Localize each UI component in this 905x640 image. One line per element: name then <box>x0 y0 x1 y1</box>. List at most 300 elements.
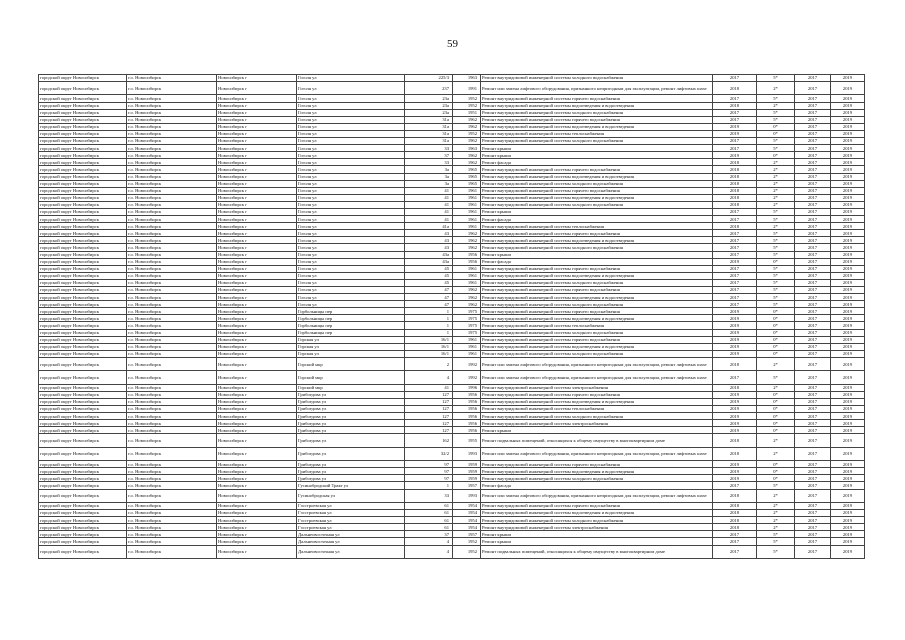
period-start-cell: 2017 <box>795 123 831 130</box>
year-built-cell: 1955 <box>453 434 481 447</box>
municipality-cell: городской округ Новосибирск <box>39 279 127 286</box>
settlement-cell: г.о. Новосибирск <box>127 194 217 201</box>
house-cell: 41 <box>405 201 453 208</box>
municipality-cell: городской округ Новосибирск <box>39 482 127 489</box>
year-built-cell: 1962 <box>453 244 481 251</box>
work-type-cell: Ремонт внутридомовой инженерной системы горячего водоснабжения <box>481 95 713 102</box>
rating-cell: 0* <box>757 315 795 322</box>
settlement-cell: г.о. Новосибирск <box>127 75 217 82</box>
year-built-cell: 1961 <box>453 187 481 194</box>
table-row <box>39 524 865 531</box>
house-cell: 4 <box>405 545 453 558</box>
house-cell: 37 <box>405 531 453 538</box>
rating-cell: 5* <box>757 279 795 286</box>
period-end-cell: 2019 <box>831 489 865 502</box>
work-type-cell: Ремонт крыши <box>481 145 713 152</box>
table-row <box>39 336 865 343</box>
house-cell: 23а <box>405 109 453 116</box>
street-cell: Гоголя ул <box>297 287 405 294</box>
municipality-cell: городской округ Новосибирск <box>39 391 127 398</box>
street-cell: Гоголя ул <box>297 265 405 272</box>
period-end-cell: 2019 <box>831 322 865 329</box>
period-start-cell: 2017 <box>795 434 831 447</box>
rating-cell: 5* <box>757 216 795 223</box>
house-cell: 45 <box>405 279 453 286</box>
street-cell: Гоголя ул <box>297 102 405 109</box>
street-cell: Гоголя ул <box>297 208 405 215</box>
municipality-cell: городской округ Новосибирск <box>39 301 127 308</box>
street-cell: Гоголя ул <box>297 130 405 137</box>
settlement-cell: г.о. Новосибирск <box>127 343 217 350</box>
city-cell: Новосибирск г <box>217 357 297 370</box>
period-end-cell: 2019 <box>831 201 865 208</box>
city-cell: Новосибирск г <box>217 82 297 95</box>
table-row <box>39 75 865 82</box>
settlement-cell: г.о. Новосибирск <box>127 301 217 308</box>
work-type-cell: Ремонт фасада <box>481 216 713 223</box>
work-type-cell: Ремонт внутридомовой инженерной системы водоотведения и водоотведения <box>481 510 713 517</box>
city-cell: Новосибирск г <box>217 223 297 230</box>
period-end-cell: 2019 <box>831 406 865 413</box>
settlement-cell: г.о. Новосибирск <box>127 510 217 517</box>
work-type-cell: Ремонт внутридомовой инженерной системы теплоснабжения <box>481 406 713 413</box>
rating-cell: 0* <box>757 130 795 137</box>
settlement-cell: г.о. Новосибирск <box>127 461 217 468</box>
settlement-cell: г.о. Новосибирск <box>127 517 217 524</box>
period-start-cell: 2017 <box>795 343 831 350</box>
street-cell: Гоголя ул <box>297 159 405 166</box>
table-row <box>39 130 865 137</box>
table-row <box>39 531 865 538</box>
settlement-cell: г.о. Новосибирск <box>127 447 217 460</box>
street-cell: Горбольницы пер <box>297 329 405 336</box>
city-cell: Новосибирск г <box>217 230 297 237</box>
period-end-cell: 2019 <box>831 502 865 509</box>
table-row <box>39 194 865 201</box>
table-row <box>39 357 865 370</box>
street-cell: Гоголя ул <box>297 166 405 173</box>
house-cell: 225/3 <box>405 75 453 82</box>
table-row <box>39 420 865 427</box>
table-row <box>39 272 865 279</box>
city-cell: Новосибирск г <box>217 517 297 524</box>
house-cell: 43 <box>405 244 453 251</box>
year-built-cell: 1961 <box>453 350 481 357</box>
year-built-cell: 1956 <box>453 398 481 405</box>
municipality-cell: городской округ Новосибирск <box>39 123 127 130</box>
period-end-cell: 2019 <box>831 475 865 482</box>
rating-cell: 0* <box>757 420 795 427</box>
year-built-cell: 1952 <box>453 538 481 545</box>
municipality-cell: городской округ Новосибирск <box>39 371 127 384</box>
period-start-cell: 2017 <box>795 301 831 308</box>
work-type-cell: Ремонт внутридомовой инженерной системы водоотведения и водоотведения <box>481 237 713 244</box>
year-built-cell: 1962 <box>453 287 481 294</box>
year-built-cell: 1952 <box>453 102 481 109</box>
table-row <box>39 538 865 545</box>
settlement-cell: г.о. Новосибирск <box>127 413 217 420</box>
street-cell: Гоголя ул <box>297 138 405 145</box>
street-cell: Гоголя ул <box>297 201 405 208</box>
work-type-cell: Ремонт внутридомовой инженерной системы холодного водоснабжения <box>481 138 713 145</box>
year-built-cell: 1962 <box>453 152 481 159</box>
year-built-cell: 1962 <box>453 138 481 145</box>
plan-year-cell: 2019 <box>713 475 757 482</box>
period-end-cell: 2019 <box>831 343 865 350</box>
city-cell: Новосибирск г <box>217 413 297 420</box>
plan-year-cell: 2018 <box>713 223 757 230</box>
settlement-cell: г.о. Новосибирск <box>127 398 217 405</box>
rating-cell: 2* <box>757 166 795 173</box>
settlement-cell: г.о. Новосибирск <box>127 287 217 294</box>
house-cell: 31а <box>405 130 453 137</box>
city-cell: Новосибирск г <box>217 265 297 272</box>
city-cell: Новосибирск г <box>217 343 297 350</box>
period-start-cell: 2017 <box>795 102 831 109</box>
rating-cell: 0* <box>757 329 795 336</box>
plan-year-cell: 2017 <box>713 265 757 272</box>
rating-cell: 5* <box>757 116 795 123</box>
settlement-cell: г.о. Новосибирск <box>127 130 217 137</box>
street-cell: Гэсстроевская ул <box>297 510 405 517</box>
period-end-cell: 2019 <box>831 230 865 237</box>
period-end-cell: 2019 <box>831 130 865 137</box>
street-cell: Грибоедова ул <box>297 420 405 427</box>
house-cell: 3а <box>405 180 453 187</box>
period-start-cell: 2017 <box>795 489 831 502</box>
year-built-cell: 1952 <box>453 95 481 102</box>
house-cell: 61 <box>405 524 453 531</box>
year-built-cell: 1956 <box>453 406 481 413</box>
period-start-cell: 2017 <box>795 475 831 482</box>
city-cell: Новосибирск г <box>217 510 297 517</box>
street-cell: Гоголя ул <box>297 237 405 244</box>
plan-year-cell: 2017 <box>713 116 757 123</box>
settlement-cell: г.о. Новосибирск <box>127 308 217 315</box>
period-start-cell: 2017 <box>795 138 831 145</box>
house-cell: 31а <box>405 138 453 145</box>
street-cell: Гоголя ул <box>297 216 405 223</box>
rating-cell: 2* <box>757 159 795 166</box>
plan-year-cell: 2017 <box>713 301 757 308</box>
year-built-cell: 1954 <box>453 517 481 524</box>
city-cell: Новосибирск г <box>217 152 297 159</box>
house-cell: 127 <box>405 398 453 405</box>
period-end-cell: 2019 <box>831 223 865 230</box>
settlement-cell: г.о. Новосибирск <box>127 538 217 545</box>
municipality-cell: городской округ Новосибирск <box>39 102 127 109</box>
rating-cell: 2* <box>757 194 795 201</box>
period-start-cell: 2017 <box>795 230 831 237</box>
city-cell: Новосибирск г <box>217 468 297 475</box>
year-built-cell: 1962 <box>453 123 481 130</box>
plan-year-cell: 2019 <box>713 468 757 475</box>
period-end-cell: 2019 <box>831 138 865 145</box>
plan-year-cell: 2019 <box>713 398 757 405</box>
street-cell: Гусинобродский Тракт ул <box>297 482 405 489</box>
street-cell: Гоголя ул <box>297 279 405 286</box>
house-cell: 41 <box>405 187 453 194</box>
table-row <box>39 123 865 130</box>
settlement-cell: г.о. Новосибирск <box>127 187 217 194</box>
rating-cell: 2* <box>757 173 795 180</box>
work-type-cell: Ремонт внутридомовой инженерной системы холодного водоснабжения <box>481 301 713 308</box>
rating-cell: 2* <box>757 102 795 109</box>
period-start-cell: 2017 <box>795 545 831 558</box>
house-cell: 1 <box>405 308 453 315</box>
period-end-cell: 2019 <box>831 413 865 420</box>
house-cell: 1 <box>405 315 453 322</box>
municipality-cell: городской округ Новосибирск <box>39 420 127 427</box>
year-built-cell: 1962 <box>453 159 481 166</box>
table-row <box>39 152 865 159</box>
settlement-cell: г.о. Новосибирск <box>127 468 217 475</box>
house-cell: 16/1 <box>405 336 453 343</box>
city-cell: Новосибирск г <box>217 194 297 201</box>
table-row <box>39 187 865 194</box>
settlement-cell: г.о. Новосибирск <box>127 109 217 116</box>
settlement-cell: г.о. Новосибирск <box>127 294 217 301</box>
street-cell: Гоголя ул <box>297 180 405 187</box>
plan-year-cell: 2017 <box>713 244 757 251</box>
year-built-cell: 1993 <box>453 447 481 460</box>
period-start-cell: 2017 <box>795 336 831 343</box>
municipality-cell: городской округ Новосибирск <box>39 308 127 315</box>
table-row <box>39 545 865 558</box>
house-cell: 97 <box>405 461 453 468</box>
plan-year-cell: 2019 <box>713 350 757 357</box>
plan-year-cell: 2018 <box>713 517 757 524</box>
year-built-cell: 1963 <box>453 145 481 152</box>
table-row <box>39 301 865 308</box>
plan-year-cell: 2018 <box>713 173 757 180</box>
street-cell: Гэсстроевская ул <box>297 502 405 509</box>
work-type-cell: Ремонт крыши <box>481 427 713 434</box>
period-end-cell: 2019 <box>831 427 865 434</box>
rating-cell: 2* <box>757 384 795 391</box>
settlement-cell: г.о. Новосибирск <box>127 201 217 208</box>
period-start-cell: 2017 <box>795 116 831 123</box>
city-cell: Новосибирск г <box>217 427 297 434</box>
rating-cell: 5* <box>757 109 795 116</box>
rating-cell: 2* <box>757 187 795 194</box>
year-built-cell: 1959 <box>453 475 481 482</box>
period-end-cell: 2019 <box>831 301 865 308</box>
street-cell: Гоголя ул <box>297 152 405 159</box>
municipality-cell: городской округ Новосибирск <box>39 75 127 82</box>
plan-year-cell: 2018 <box>713 166 757 173</box>
street-cell: Гоголя ул <box>297 194 405 201</box>
period-start-cell: 2017 <box>795 166 831 173</box>
house-cell: 47 <box>405 287 453 294</box>
house-cell: 4 <box>405 538 453 545</box>
period-start-cell: 2017 <box>795 517 831 524</box>
city-cell: Новосибирск г <box>217 180 297 187</box>
city-cell: Новосибирск г <box>217 420 297 427</box>
period-start-cell: 2017 <box>795 287 831 294</box>
year-built-cell: 1952 <box>453 545 481 558</box>
municipality-cell: городской округ Новосибирск <box>39 223 127 230</box>
plan-year-cell: 2017 <box>713 294 757 301</box>
street-cell: Горский мкр <box>297 371 405 384</box>
table-row <box>39 173 865 180</box>
work-type-cell: Ремонт внутридомовой инженерной системы электроснабжения <box>481 524 713 531</box>
city-cell: Новосибирск г <box>217 237 297 244</box>
street-cell: Гоголя ул <box>297 123 405 130</box>
city-cell: Новосибирск г <box>217 102 297 109</box>
period-end-cell: 2019 <box>831 434 865 447</box>
settlement-cell: г.о. Новосибирск <box>127 315 217 322</box>
municipality-cell: городской округ Новосибирск <box>39 322 127 329</box>
settlement-cell: г.о. Новосибирск <box>127 265 217 272</box>
house-cell: 162 <box>405 434 453 447</box>
plan-year-cell: 2017 <box>713 279 757 286</box>
period-end-cell: 2019 <box>831 538 865 545</box>
plan-year-cell: 2018 <box>713 82 757 95</box>
table-row <box>39 82 865 95</box>
period-start-cell: 2017 <box>795 308 831 315</box>
period-start-cell: 2017 <box>795 371 831 384</box>
work-type-cell: Ремонт внутридомовой инженерной системы водоотведения и водоотведения <box>481 343 713 350</box>
table-row <box>39 102 865 109</box>
city-cell: Новосибирск г <box>217 109 297 116</box>
period-start-cell: 2017 <box>795 109 831 116</box>
period-start-cell: 2017 <box>795 482 831 489</box>
year-built-cell: 1962 <box>453 294 481 301</box>
house-cell: 23а <box>405 95 453 102</box>
city-cell: Новосибирск г <box>217 482 297 489</box>
house-cell: 41 <box>405 216 453 223</box>
table-row <box>39 244 865 251</box>
city-cell: Новосибирск г <box>217 531 297 538</box>
city-cell: Новосибирск г <box>217 336 297 343</box>
settlement-cell: г.о. Новосибирск <box>127 475 217 482</box>
year-built-cell: 1996 <box>453 384 481 391</box>
city-cell: Новосибирск г <box>217 187 297 194</box>
municipality-cell: городской округ Новосибирск <box>39 216 127 223</box>
period-start-cell: 2017 <box>795 294 831 301</box>
municipality-cell: городской округ Новосибирск <box>39 517 127 524</box>
rating-cell: 0* <box>757 427 795 434</box>
table-row <box>39 502 865 509</box>
municipality-cell: городской округ Новосибирск <box>39 357 127 370</box>
period-start-cell: 2017 <box>795 82 831 95</box>
city-cell: Новосибирск г <box>217 173 297 180</box>
street-cell: Гоголя ул <box>297 173 405 180</box>
municipality-cell: городской округ Новосибирск <box>39 116 127 123</box>
period-end-cell: 2019 <box>831 75 865 82</box>
plan-year-cell: 2019 <box>713 391 757 398</box>
work-type-cell: Ремонт крыши <box>481 531 713 538</box>
year-built-cell: 1962 <box>453 230 481 237</box>
rating-cell: 2* <box>757 524 795 531</box>
municipality-cell: городской округ Новосибирск <box>39 173 127 180</box>
plan-year-cell: 2018 <box>713 447 757 460</box>
city-cell: Новосибирск г <box>217 244 297 251</box>
table-row <box>39 468 865 475</box>
work-type-cell: Ремонт внутридомовой инженерной системы холодного водоснабжения <box>481 109 713 116</box>
house-cell: 127 <box>405 413 453 420</box>
work-type-cell: Ремонт внутридомовой инженерной системы холодного водоснабжения <box>481 329 713 336</box>
municipality-cell: городской округ Новосибирск <box>39 130 127 137</box>
city-cell: Новосибирск г <box>217 524 297 531</box>
work-type-cell: Ремонт внутридомовой инженерной системы горячего водоснабжения <box>481 391 713 398</box>
plan-year-cell: 2017 <box>713 138 757 145</box>
city-cell: Новосибирск г <box>217 123 297 130</box>
street-cell: Гоголя ул <box>297 294 405 301</box>
house-cell: 127 <box>405 427 453 434</box>
table-row <box>39 489 865 502</box>
rating-cell: 2* <box>757 510 795 517</box>
year-built-cell: 1954 <box>453 510 481 517</box>
period-end-cell: 2019 <box>831 308 865 315</box>
period-end-cell: 2019 <box>831 468 865 475</box>
municipality-cell: городской округ Новосибирск <box>39 329 127 336</box>
city-cell: Новосибирск г <box>217 434 297 447</box>
year-built-cell: 1965 <box>453 166 481 173</box>
city-cell: Новосибирск г <box>217 251 297 258</box>
year-built-cell: 1956 <box>453 258 481 265</box>
rating-cell: 0* <box>757 152 795 159</box>
rating-cell: 5* <box>757 95 795 102</box>
settlement-cell: г.о. Новосибирск <box>127 138 217 145</box>
rating-cell: 5* <box>757 265 795 272</box>
work-type-cell: Ремонт крыши <box>481 251 713 258</box>
street-cell: Гоголя ул <box>297 301 405 308</box>
city-cell: Новосибирск г <box>217 258 297 265</box>
period-end-cell: 2019 <box>831 420 865 427</box>
year-built-cell: 1954 <box>453 502 481 509</box>
period-start-cell: 2017 <box>795 216 831 223</box>
rating-cell: 2* <box>757 357 795 370</box>
city-cell: Новосибирск г <box>217 145 297 152</box>
house-cell: 41 <box>405 208 453 215</box>
period-start-cell: 2017 <box>795 208 831 215</box>
street-cell: Дальнеовосточная ул <box>297 531 405 538</box>
city-cell: Новосибирск г <box>217 475 297 482</box>
period-end-cell: 2019 <box>831 216 865 223</box>
work-type-cell: Ремонт внутридомовой инженерной системы водоотведения и водоотведения <box>481 102 713 109</box>
plan-year-cell: 2018 <box>713 489 757 502</box>
work-type-cell: Ремонт внутридомовой инженерной системы горячего водоснабжения <box>481 461 713 468</box>
rating-cell: 2* <box>757 489 795 502</box>
period-start-cell: 2017 <box>795 357 831 370</box>
street-cell: Горбольницы пер <box>297 308 405 315</box>
year-built-cell: 1957 <box>453 482 481 489</box>
municipality-cell: городской округ Новосибирск <box>39 294 127 301</box>
rating-cell: 2* <box>757 180 795 187</box>
street-cell: Грибоедова ул <box>297 468 405 475</box>
street-cell: Гоголя ул <box>297 272 405 279</box>
house-cell: 43а <box>405 258 453 265</box>
municipality-cell: городской округ Новосибирск <box>39 510 127 517</box>
period-start-cell: 2017 <box>795 468 831 475</box>
house-cell: 127 <box>405 420 453 427</box>
street-cell: Горская ул <box>297 336 405 343</box>
house-cell: 41 <box>405 194 453 201</box>
table-row <box>39 116 865 123</box>
period-end-cell: 2019 <box>831 208 865 215</box>
period-end-cell: 2019 <box>831 384 865 391</box>
year-built-cell: 1956 <box>453 420 481 427</box>
city-cell: Новосибирск г <box>217 287 297 294</box>
table-row <box>39 287 865 294</box>
table-row <box>39 517 865 524</box>
year-built-cell: 1952 <box>453 130 481 137</box>
rating-cell: 0* <box>757 398 795 405</box>
house-cell: 97 <box>405 468 453 475</box>
municipality-cell: городской округ Новосибирск <box>39 109 127 116</box>
